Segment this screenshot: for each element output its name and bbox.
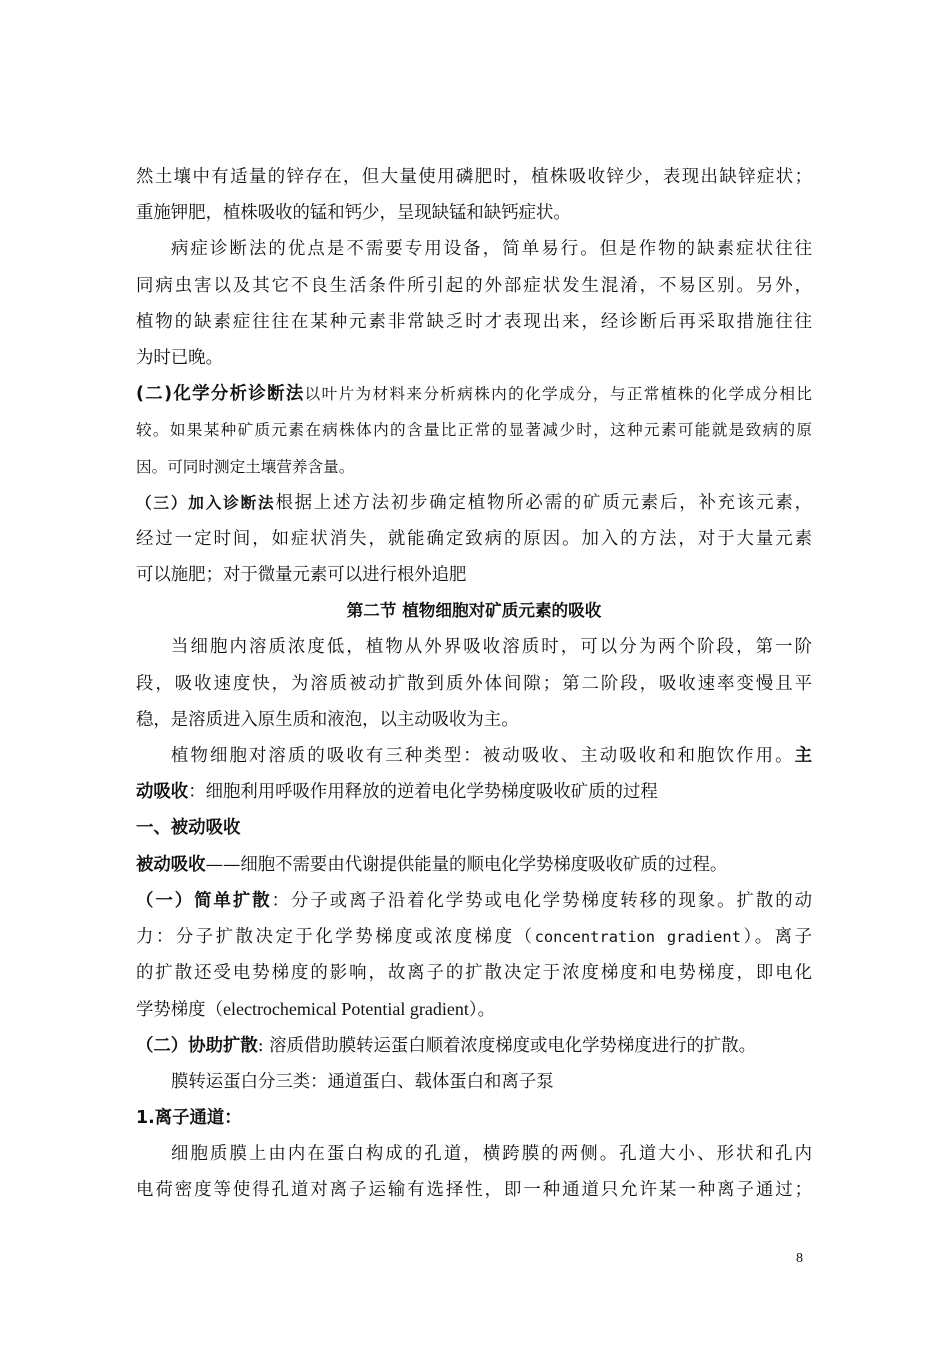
page-number: 8 bbox=[796, 1251, 803, 1266]
bold-term: 主 bbox=[794, 746, 812, 766]
paragraph-line bbox=[136, 738, 812, 774]
section-label: (二)化学分析诊断法 bbox=[136, 384, 305, 405]
paragraph-line: 膜转运蛋白分三类：通道蛋白、载体蛋白和离子泵 bbox=[171, 1071, 554, 1092]
subsection-heading: 1.离子通道： bbox=[136, 1107, 242, 1128]
paragraph-line bbox=[136, 919, 812, 955]
paragraph-line: 细胞质膜上由内在蛋白构成的孔道，横跨膜的两侧。孔道大小、形状和孔内 bbox=[171, 1144, 812, 1165]
paragraph-line bbox=[136, 376, 812, 412]
bold-term: 被动吸收 bbox=[136, 854, 206, 875]
inline-text: ）。 bbox=[468, 1000, 495, 1021]
paragraph-line bbox=[136, 810, 812, 846]
paragraph-line: 较。如果某种矿质元素在病株体内的含量比正常的显著减少时，这种元素可能就是致病的原 bbox=[136, 421, 812, 440]
english-term: electrochemical Potential gradient bbox=[222, 999, 469, 1020]
paragraph-line: 植物的缺素症往往在某种元素非常缺乏时才表现出来，经诊断后再采取措施往往 bbox=[136, 311, 812, 332]
paragraph-line: 因。可同时测定土壤营养含量。 bbox=[136, 457, 355, 476]
section-label: （二）协助扩散 bbox=[136, 1035, 258, 1056]
inline-text: ：细胞利用呼吸作用释放的逆着电化学势梯度吸收矿质的过程 bbox=[188, 782, 658, 803]
paragraph-line bbox=[136, 485, 812, 521]
paragraph-line bbox=[136, 883, 812, 919]
paragraph-line bbox=[136, 1100, 812, 1136]
subsection-heading: 一、被动吸收 bbox=[136, 818, 241, 839]
section-label: （一）简单扩散 bbox=[136, 890, 272, 911]
paragraph-line: 病症诊断法的优点是不需要专用设备，简单易行。但是作物的缺素症状往往 bbox=[171, 239, 812, 260]
inline-text: 以叶片为材料来分析病株内的化学成分，与正常植株的化学成分相比 bbox=[304, 385, 812, 404]
paragraph-line: 稳，是溶质进入原生质和液泡，以主动吸收为主。 bbox=[136, 709, 519, 730]
document-body bbox=[136, 159, 812, 1208]
inline-text: 学势梯度（ bbox=[136, 1000, 223, 1021]
inline-text: ：分子或离子沿着化学势或电化学势梯度转移的现象。扩散的动 bbox=[271, 890, 812, 911]
paragraph-line: 同病虫害以及其它不良生活条件所引起的外部症状发生混淆，不易区别。另外， bbox=[136, 275, 812, 296]
paragraph-line: 当细胞内溶质浓度低，植物从外界吸收溶质时，可以分为两个阶段，第一阶 bbox=[171, 637, 812, 658]
inline-text: ——细胞不需要由代谢提供能量的顺电化学势梯度吸收矿质的过程。 bbox=[205, 854, 728, 875]
paragraph-line bbox=[136, 847, 812, 883]
inline-text: 力：分子扩散决定于化学势梯度或浓度梯度（ bbox=[136, 926, 535, 947]
paragraph-line bbox=[136, 1028, 812, 1064]
english-term: concentration gradient bbox=[534, 927, 741, 946]
paragraph-line bbox=[136, 991, 812, 1027]
paragraph-line: 电荷密度等使得孔道对离子运输有选择性，即一种通道只允许某一种离子通过； bbox=[136, 1180, 812, 1201]
section-heading: 第二节 植物细胞对矿质元素的吸收 bbox=[346, 601, 602, 621]
inline-text: ）。离子 bbox=[740, 926, 812, 947]
section-label: （三）加入诊断法 bbox=[136, 493, 276, 512]
paragraph-line: 经过一定时间，如症状消失，就能确定致病的原因。加入的方法，对于大量元素 bbox=[136, 528, 812, 549]
paragraph-line: 为时已晚。 bbox=[136, 347, 223, 368]
paragraph-line bbox=[136, 774, 812, 810]
paragraph-line: 段，吸收速度快，为溶质被动扩散到质外体间隙；第二阶段，吸收速率变慢且平 bbox=[136, 673, 812, 694]
paragraph-line: 然土壤中有适量的锌存在，但大量使用磷肥时，植株吸收锌少，表现出缺锌症状； bbox=[136, 167, 812, 187]
paragraph-line: 可以施肥；对于微量元素可以进行根外追肥 bbox=[136, 565, 467, 586]
inline-text: : 溶质借助膜转运蛋白顺着浓度梯度或电化学势梯度进行的扩散。 bbox=[257, 1035, 757, 1056]
paragraph-line: 重施钾肥，植株吸收的锰和钙少，呈现缺锰和缺钙症状。 bbox=[136, 203, 571, 224]
paragraph-line: 的扩散还受电势梯度的影响，故离子的扩散决定于浓度梯度和电势梯度，即电化 bbox=[136, 963, 812, 984]
inline-text: 根据上述方法初步确定植物所必需的矿质元素后，补充该元素， bbox=[275, 492, 812, 513]
inline-text: 植物细胞对溶质的吸收有三种类型：被动吸收、主动吸收和和胞饮作用。 bbox=[171, 746, 795, 766]
bold-term: 动吸收 bbox=[136, 782, 189, 803]
